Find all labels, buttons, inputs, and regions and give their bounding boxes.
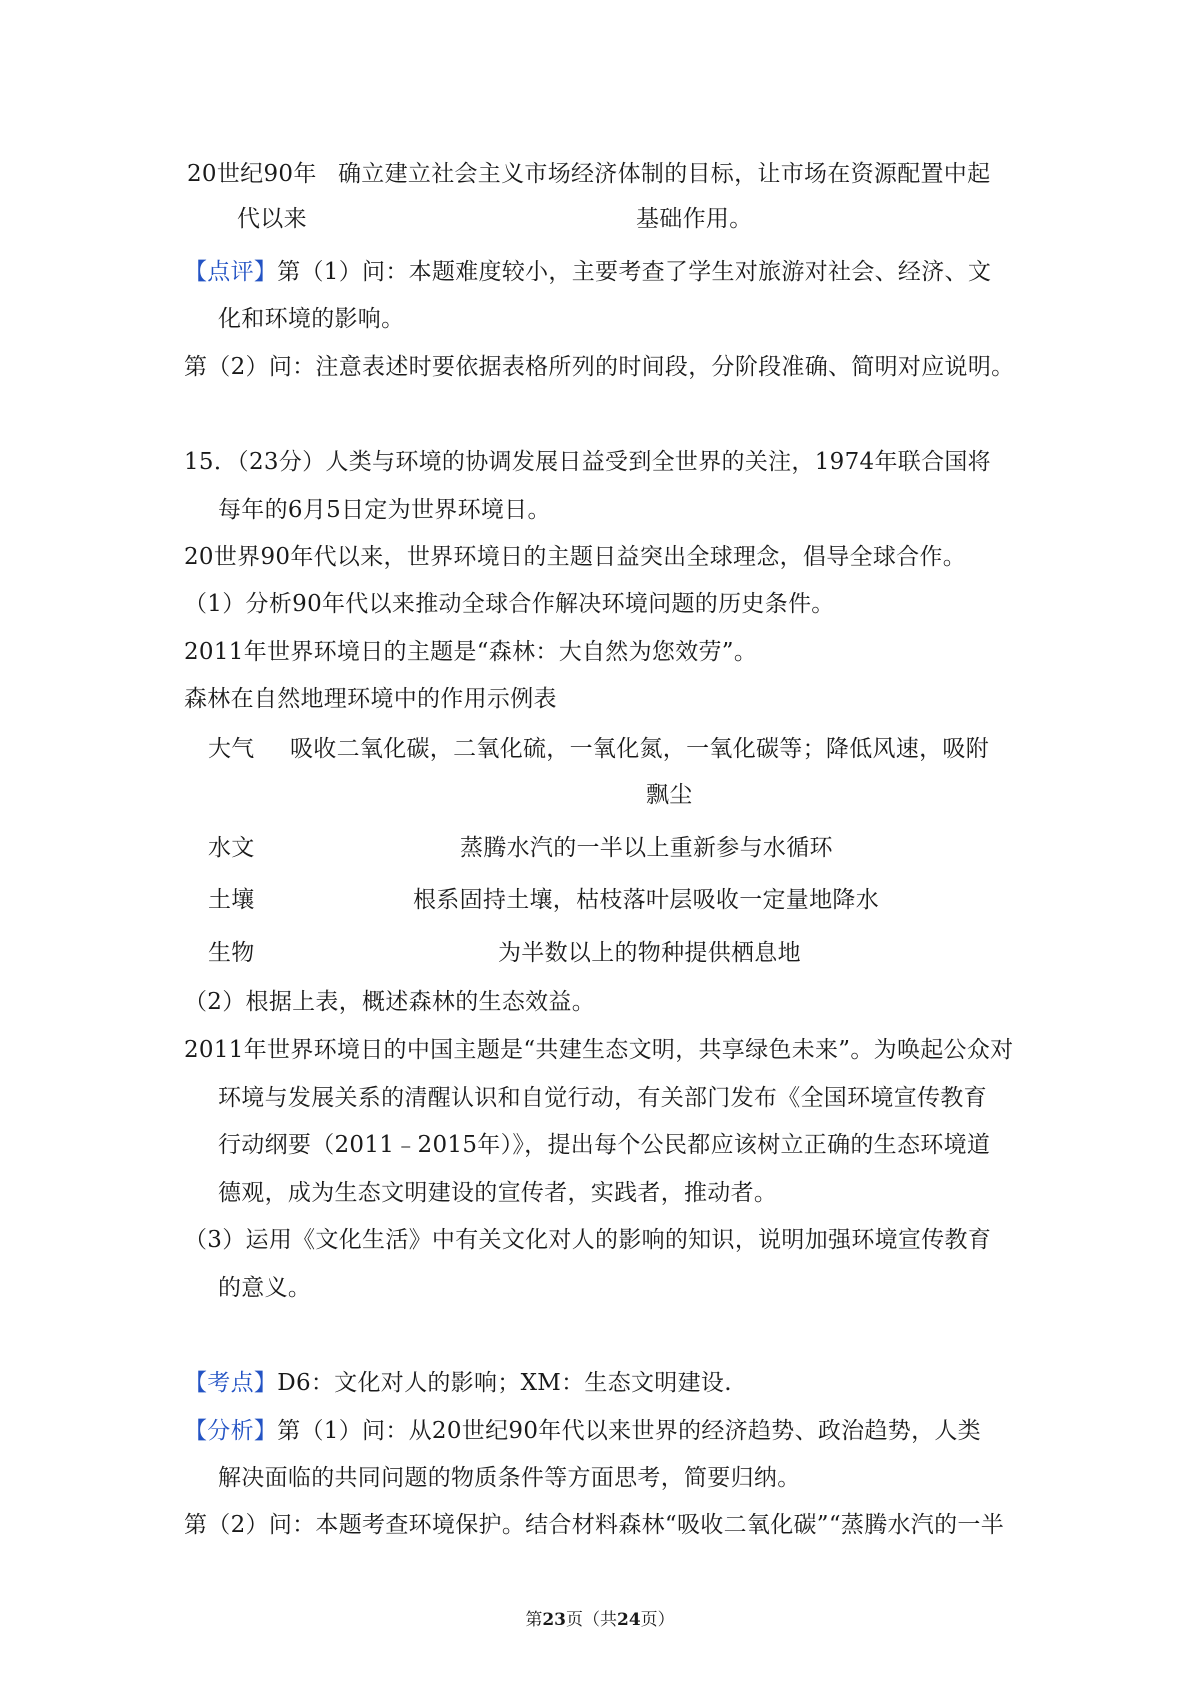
comment-q1-line2: 化和环境的影响。 [218,306,405,332]
comment-q1-line1: 第（1）问：本题难度较小，主要考查了学生对旅游对社会、经济、文 [277,259,992,285]
q15-para3-line1: 2011年世界环境日的中国主题是“共建生态文明，共享绿色未来”。为唤起公众对 [184,1037,1014,1063]
table-row-label: 土壤 [208,887,255,913]
q15-sub1: （1）分析90年代以来推动全球合作解决环境问题的历史条件。 [184,591,835,617]
q15-intro-line2: 每年的6月5日定为世界环境日。 [218,497,551,523]
fenxi-line1 [184,1415,981,1447]
footer-prefix: 第 [525,1610,543,1630]
q15-para1: 20世界90年代以来，世界环境日的主题日益突出全球理念，倡导全球合作。 [184,544,967,570]
q15-table-title: 森林在自然地理环境中的作用示例表 [184,686,557,712]
table-row-label: 水文 [208,835,255,861]
table-row-content: 根系固持土壤，枯枝落叶层吸收一定量地降水 [413,887,879,913]
fenxi-line2: 解决面临的共同问题的物质条件等方面思考，简要归纳。 [218,1465,801,1491]
footer-middle: 页（共 [566,1610,617,1630]
fenxi-text-line1: 第（1）问：从20世纪90年代以来世界的经济趋势、政治趋势，人类 [277,1418,981,1444]
q15-sub2: （2）根据上表，概述森林的生态效益。 [184,989,596,1015]
kaodian-text: D6：文化对人的影响；XM：生态文明建设. [277,1370,732,1396]
table-row-content-cont: 飘尘 [646,782,693,808]
period-content-line1: 确立建立社会主义市场经济体制的目标，让市场在资源配置中起 [338,161,991,187]
footer-suffix: 页） [640,1610,675,1630]
kaodian-tag: 【考点】 [184,1370,278,1396]
table-row-content: 为半数以上的物种提供栖息地 [498,940,801,966]
q15-sub3-line2: 的意义。 [218,1275,312,1301]
q15-sub3-line1: （3）运用《文化生活》中有关文化对人的影响的知识，说明加强环境宣传教育 [184,1227,992,1253]
kaodian-line [184,1367,732,1399]
period-content-line2: 基础作用。 [636,206,753,232]
fenxi-tag: 【分析】 [184,1418,278,1444]
q15-para3-line4: 德观，成为生态文明建设的宣传者，实践者，推动者。 [218,1180,778,1206]
fenxi-line3: 第（2）问：本题考查环境保护。结合材料森林“吸收二氧化碳”“蒸腾水汽的一半 [184,1512,1005,1538]
table-row-label: 大气 [208,736,255,762]
table-row-content: 蒸腾水汽的一半以上重新参与水循环 [460,835,833,861]
period-label-line2: 代以来 [237,206,307,232]
period-label-line1: 20世纪90年 [187,161,317,187]
table-row-label: 生物 [208,940,255,966]
q15-para2: 2011年世界环境日的主题是“森林：大自然为您效劳”。 [184,639,758,665]
q15-para3-line2: 环境与发展关系的清醒认识和自觉行动，有关部门发布《全国环境宣传教育 [218,1085,987,1111]
q15-para3-line3: 行动纲要（2011﹣2015年）》，提出每个公民都应该树立正确的生态环境道 [218,1132,991,1158]
comment-tag: 【点评】 [184,259,278,285]
page-footer [0,1608,1200,1632]
footer-page-number: 23 [542,1610,566,1630]
comment-line1 [184,256,991,288]
q15-intro-line1: 15．（23分）人类与环境的协调发展日益受到全世界的关注，1974年联合国将 [184,449,991,475]
footer-total-pages: 24 [617,1610,641,1630]
comment-q2: 第（2）问：注意表述时要依据表格所列的时间段，分阶段准确、简明对应说明。 [184,354,1015,380]
table-row-content: 吸收二氧化碳，二氧化硫，一氧化氮，一氧化碳等；降低风速，吸附 [290,736,989,762]
